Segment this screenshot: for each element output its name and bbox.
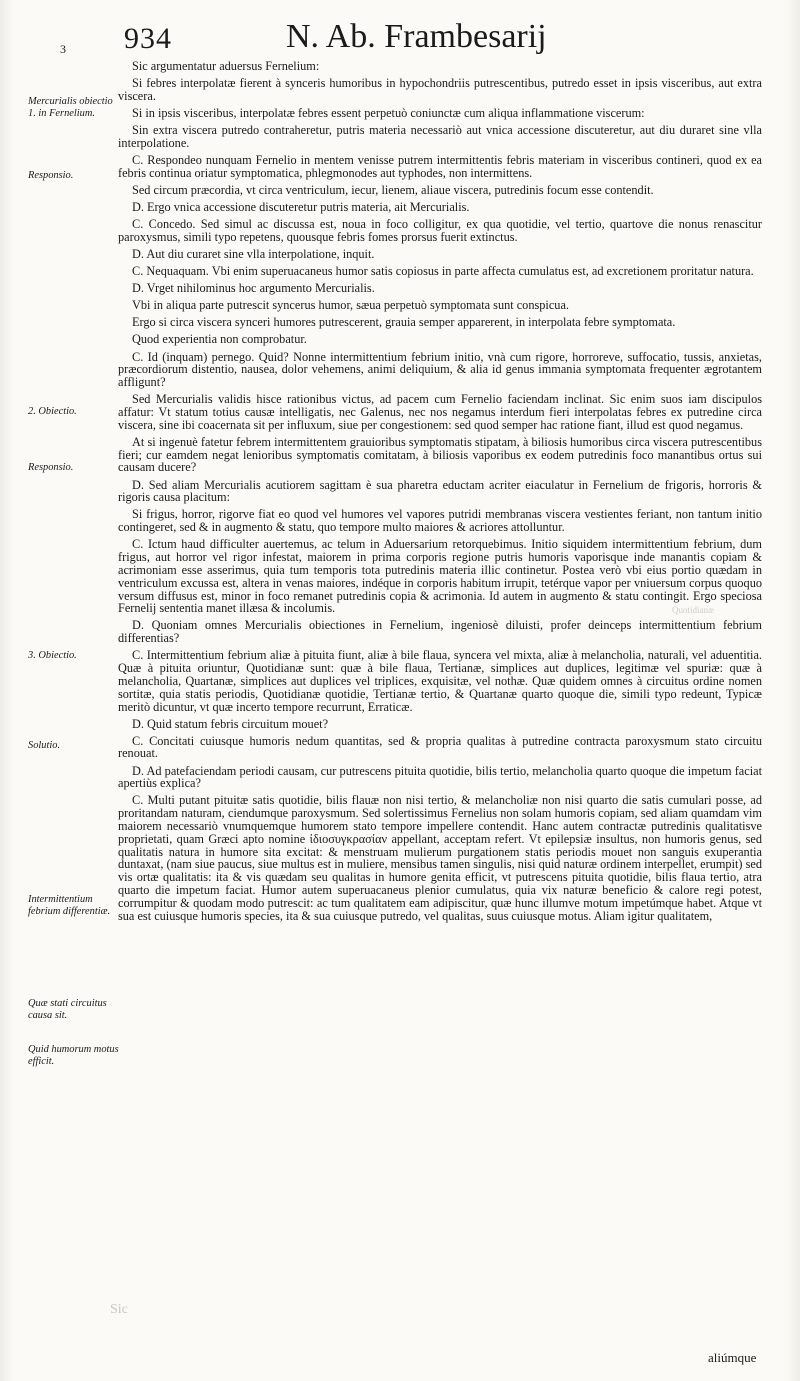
paragraph: Si in ipsis visceribus, interpolatæ febres essent perpetuò coniunctæ cum aliqua inflammatione viscerum: xyxy=(132,105,645,120)
paragraph: C. Respondeo nunquam Fernelio in mentem venisse putrem intermittentis febris materiam in visceribus contineri, quod ex ea febris continua oriatur symptomatica, phlegmonodes aut typhodes, non intermittens. xyxy=(118,152,762,180)
paragraph: Si frigus, horror, rigorve fiat eo quod vel humores vel vapores putridi membranas viscera vestientes feriant, non tantum initio contingeret, sed & in augmento & statu, quo tempore multo maiores & acriores attolluntur. xyxy=(118,507,762,535)
margin-note: Responsio. xyxy=(28,462,74,473)
margin-note: 2. Obiectio. xyxy=(28,406,77,417)
paragraph: Sic argumentatur aduersus Fernelium: xyxy=(132,59,320,73)
paragraph: D. Ad patefaciendam periodi causam, cur putrescens pituita quotidie, bilis tertio, melancholia quarto quoque die impetum faciat apertiùs explica? xyxy=(118,763,762,791)
paragraph: C. Nequaquam. Vbi enim superuacaneus humor satis copiosus in parte affecta cumulatus est, ad excretionem proritatur natura. xyxy=(132,264,754,279)
catchword: aliúmque xyxy=(708,1350,757,1365)
paragraph: C. Intermittentium febrium aliæ à pituita fiunt, aliæ à bile flaua, syncera vel mixta, aliæ à melancholia, naturali, vel aduentitia. Quæ à pituita oriuntur, Quotidianæ sunt: quæ à bile flaua, Tertianæ, simplices aut duplices, legitimæ vel spuriæ: quæ à melancholia, Quartanæ, simplices aut duplices vel triplices, exquisitæ, vel nothæ. Quæ quidem omnes à circuitus ordine nomen sortitæ, quia statis periodis, Quotidianæ quotidie, Tertianæ tertio, & Quartanæ quarto quoque die, simili typo redeunt, Typicæ meritò dicuntur, vt quæ incerto tempore recurrunt, Erraticæ. xyxy=(118,648,762,714)
margin-note: Intermittentium febrium differentiæ. xyxy=(28,894,111,917)
paragraph: C. Ictum haud difficulter auertemus, ac telum in Aduersarium retorquebimus. Initio siquidem intermittentium febrium, dum frigus, aut horror vel rigor infestat, maiorem in prima corporis regione putris humoris vaporisque inde manantis copiam & acrimoniam esse asserimus, quia tum temporis tota putredinis materia illic continetur. Postea verò vbi eius portio quædam in ventriculum excussa est, altera in venas maiores, indéque in corporis habitum irrupit, tetérque vapor per vniuersum corpus quoquo versum diffusus est, minor in foco remanet putredinis copia & acrimonia. Id autem in augmento & statu contingit. Ergo speciosa Fernelij sententia manet illæsa & incolumis. xyxy=(118,537,762,616)
page-number: 934 xyxy=(124,22,172,55)
main-text xyxy=(118,60,762,927)
paragraph: Si febres interpolatæ fierent à synceris humoribus in hypochondriis putrescentibus, putredo esset in ipsis visceribus, aut extra viscera. xyxy=(118,76,762,103)
paragraph: C. Id (inquam) pernego. Quid? Nonne intermittentium febrium initio, vnà cum rigore, horroreve, suffocatio, tussis, anxietas, præcordiorum distentio, nausea, dolor vehemens, animi deliquium, & alia id genus immania symptomata frequenter ægrotantem affligunt? xyxy=(118,349,762,390)
paragraph: C. Multi putant pituitæ satis quotidie, bilis flauæ non nisi tertio, & melancholiæ non nisi quarto die satis cumulari posse, ad proritandam naturam, ciendumque paroxysmum. Sed solertissimus Fernelius non solam humoris copiam, sed aliam quamdam vim maiorem necessariò vnumquemque humorem stato tempore impellere contendit. Hanc autem contractæ putredinis qualitatisve proprietati, quam Græci apto nomine ἰδιοσυγκρασίαν appellant, acceptam refert. Vt epilepsiæ insultus, non humoris genus, sed qualitatis natura in humore sita excitat: & menstruam mulierum purgationem statis periodis mouet non sanguis exuperantia duntaxat, (nam siue paucus, siue multus est in muliere, mensibus tamen singulis, nisi quid naturæ ordinem interpellet, erumpit) sed vis ortæ qualitatis: ita & vis quædam seu qualitas in humore genita efficit, vt putrescens pituita quotidie, bilis flaua tertio, atra quarto die impetum faciat. Humor autem superuacaneus plenior cumulatus, quia vix naturæ beneficio & calore regi potest, corrumpitur & quodam modo putrescit: ac tum qualitatem eam adipiscitur, quæ hunc illumve motum impetúmque habet. Atque vt sua est cuiusque humoris species, ita & sua cuiusque putredo, vel qualitas, suus cuiusque motus. Aliam igitur qualitatem, xyxy=(118,793,762,923)
paragraph: Ergo si circa viscera synceri humores putrescerent, grauia semper apparerent, in interpolata febre symptomata. xyxy=(132,315,676,330)
paragraph: D. Vrget nihilominus hoc argumento Mercurialis. xyxy=(132,281,375,296)
paragraph: Quod experientia non comprobatur. xyxy=(132,332,307,347)
margin-note: Quid humorum motus efficit. xyxy=(28,1044,119,1067)
paragraph: D. Quid statum febris circuitum mouet? xyxy=(132,716,329,731)
margin-note: 3. Obiectio. xyxy=(28,650,77,661)
paragraph: Vbi in aliqua parte putrescit syncerus humor, sæua perpetuò symptomata sunt conspicua. xyxy=(132,298,569,313)
paragraph: C. Concedo. Sed simul ac discussa est, noua in foco colligitur, ex qua quotidie, vel tertio, quartove die nonus renascitur paroxysmus, simili typo repetens, quousque febris fomes prorsus fuerit extinctus. xyxy=(118,217,762,244)
margin-note: Quæ stati circuitus causa sit. xyxy=(28,998,107,1021)
margin-note: Mercurialis obiectio 1. in Fernelium. xyxy=(28,96,113,119)
paragraph: D. Quoniam omnes Mercurialis obiectiones in Fernelium, ingeniosè diluisti, profer deinceps intermittentium febrium differentias? xyxy=(118,618,762,646)
paragraph: D. Ergo vnica accessione discuteretur putris materia, ait Mercurialis. xyxy=(132,199,470,214)
paragraph: Sed circum præcordia, vt circa ventriculum, iecur, lienem, aliaue viscera, putredinis focum esse contendit. xyxy=(132,182,654,197)
bleed-through-text: Sic xyxy=(110,1302,128,1317)
paragraph: At si ingenuè fatetur febrem intermittentem grauioribus symptomatis stipatam, à biliosis humoribus circa viscera putrescentibus fieri; cur eamdem negat lenioribus symptomatis comitatam, à biliosis vaporibus ex eodem putredinis foco manantibus ortus sui causam ducere? xyxy=(118,434,762,475)
margin-note: Responsio. xyxy=(28,170,74,181)
corner-mark: 3 xyxy=(60,42,66,56)
paragraph: D. Aut diu curaret sine vlla interpolatione, inquit. xyxy=(132,246,375,261)
paragraph: Sed Mercurialis validis hisce rationibus victus, ad pacem cum Fernelio faciendam inclinat. Sic enim suos iam discipulos affatur: Vt statum totius causæ intelligatis, nec Galenus, nec nos negamus interdum fieri interpolatas febres ex putredine circa viscera, sine ibi coacernata sit per influxum, siue per congestionem: sed quod semper hac ratione fiant, illud est quod negamus. xyxy=(118,392,762,432)
bleed-through-text: Quotidianæ xyxy=(672,605,714,615)
running-title: N. Ab. Frambesarij xyxy=(286,18,547,55)
paragraph: Sin extra viscera putredo contraheretur, putris materia necessariò aut vnica accessione discuteretur, aut diu duraret sine vlla interpolatione. xyxy=(118,123,762,150)
margin-note: Solutio. xyxy=(28,740,61,751)
paragraph: D. Sed aliam Mercurialis acutiorem sagittam è sua pharetra eductam acriter eiaculatur in Fernelium de frigoris, horroris & rigoris causa placitum: xyxy=(118,477,762,505)
paragraph: C. Concitati cuiusque humoris nedum quantitas, sed & propria qualitas à putredine contracta paroxysmum stato circuitu renouat. xyxy=(118,733,762,761)
